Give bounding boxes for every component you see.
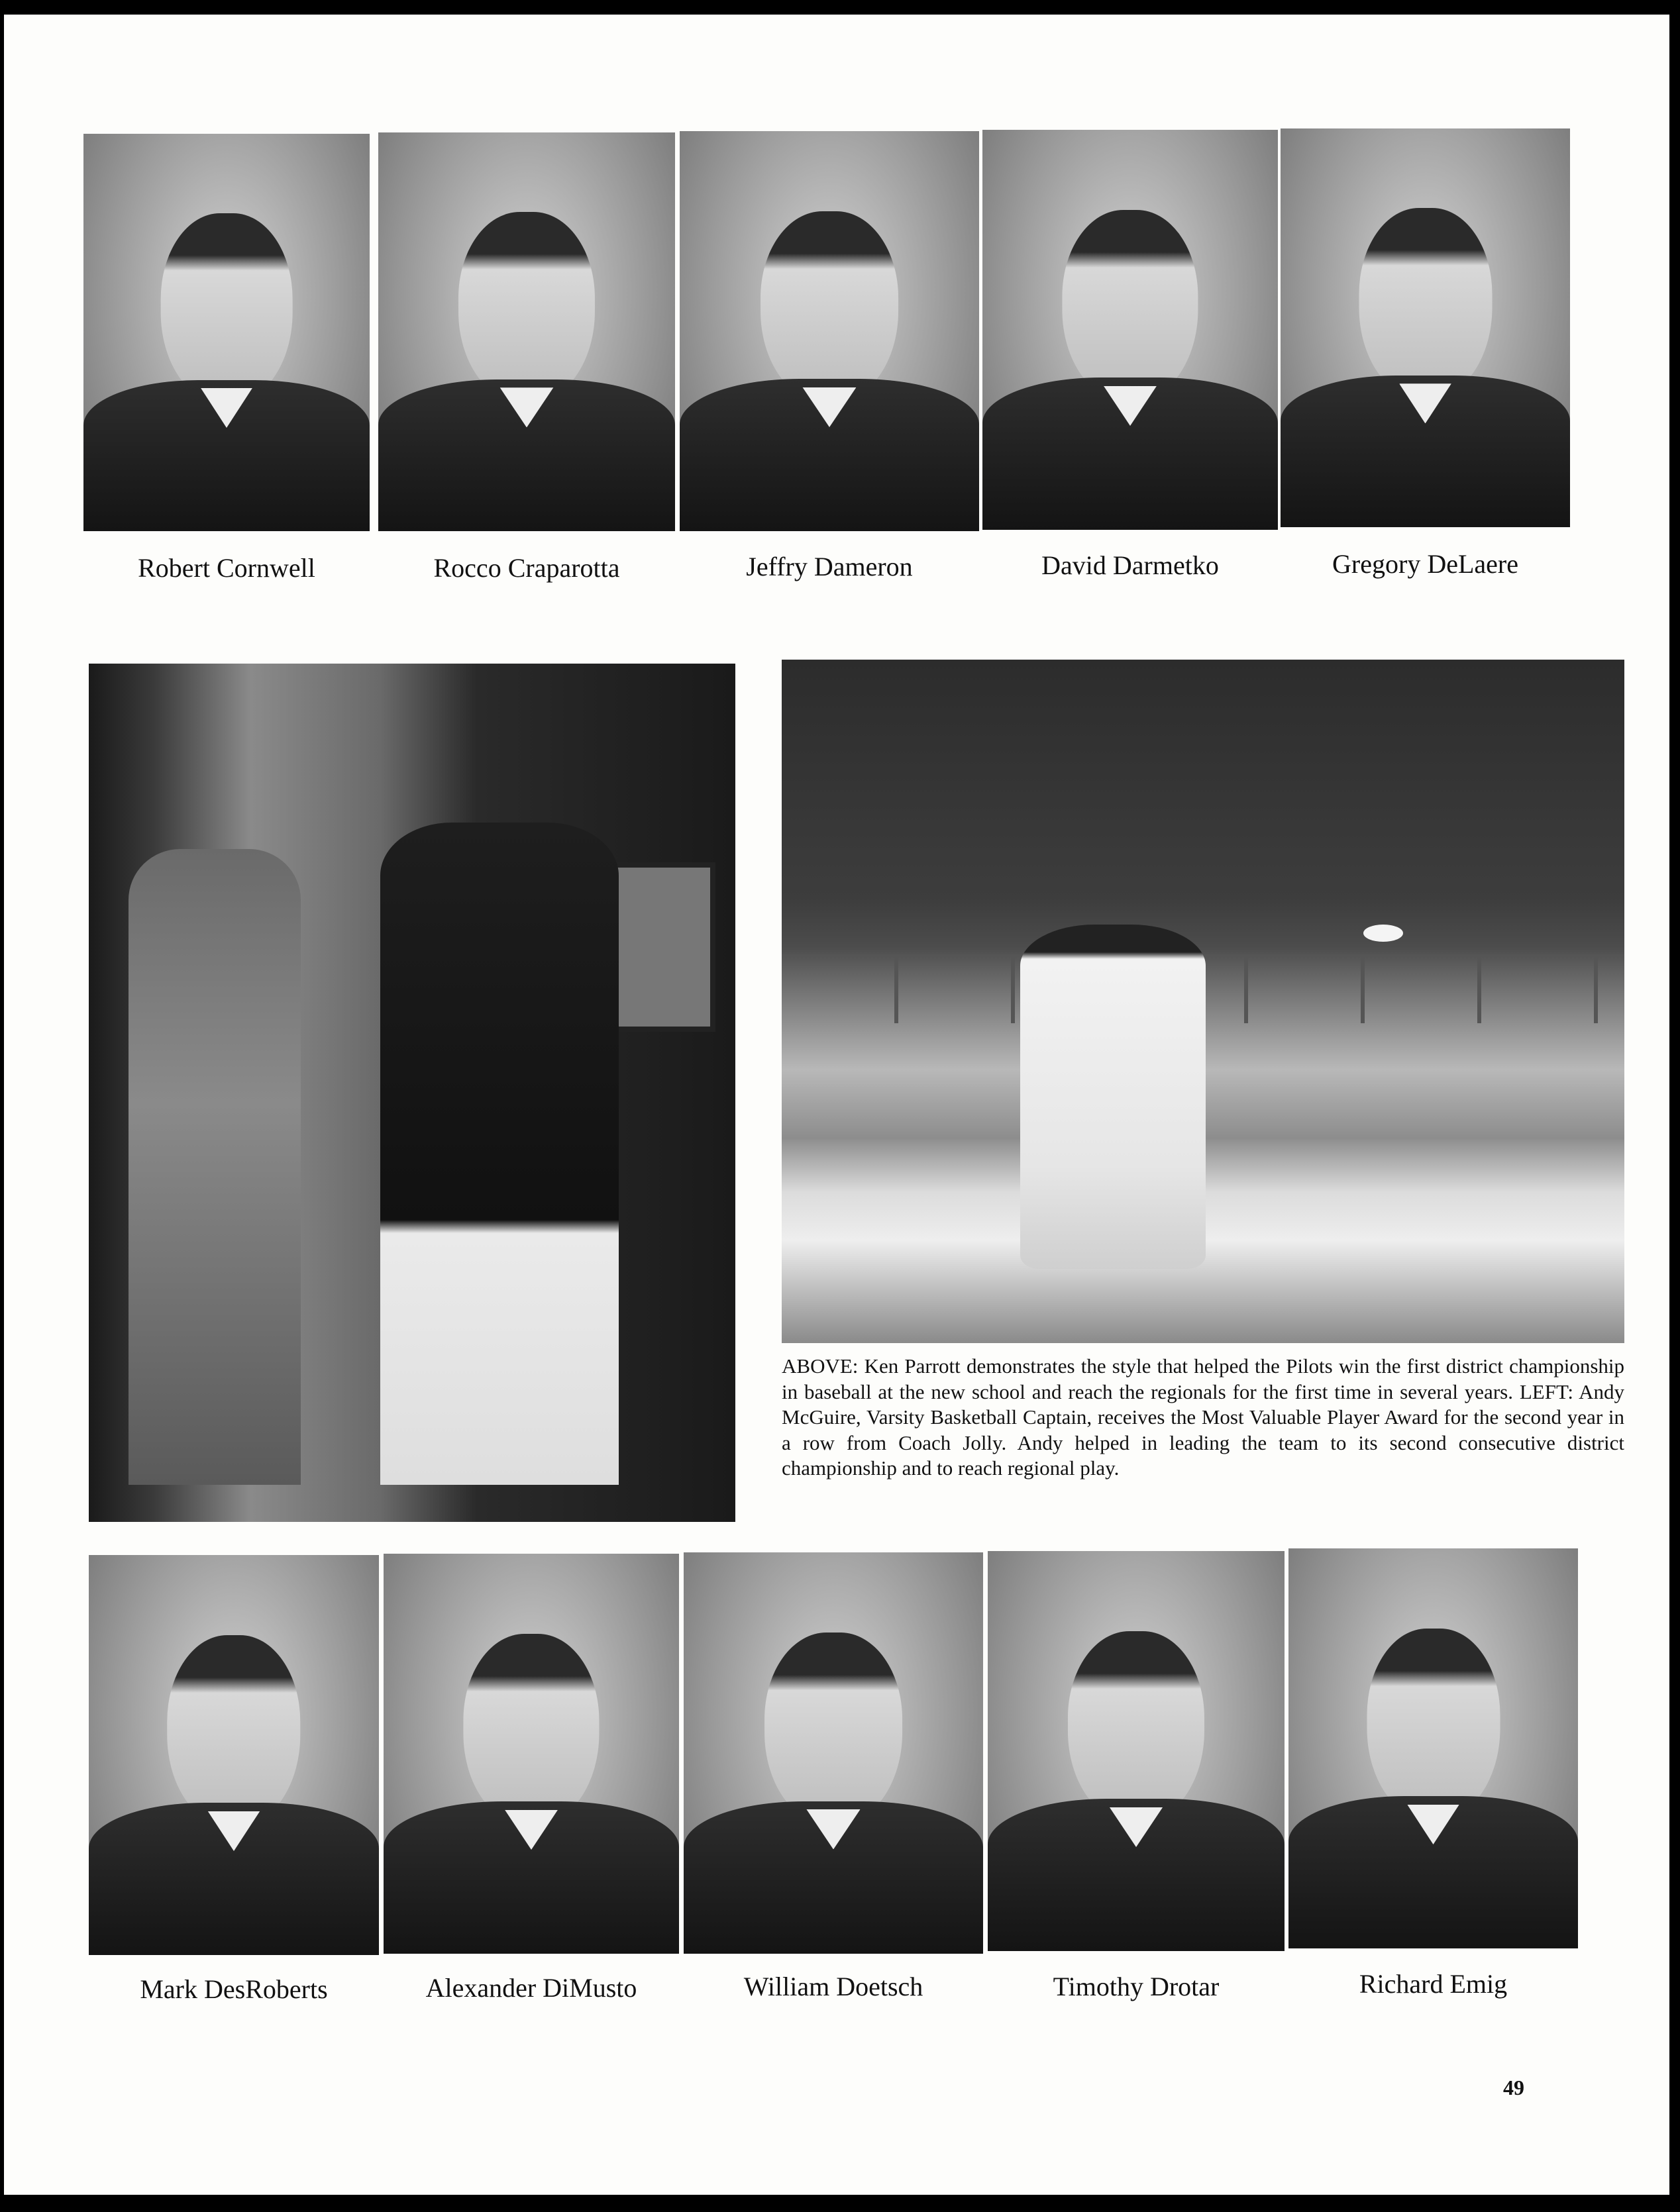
name-label: Alexander DiMusto bbox=[425, 1973, 637, 2003]
baseball-photo bbox=[782, 660, 1624, 1343]
name-label: David Darmetko bbox=[1041, 550, 1219, 580]
name-label: Mark DesRoberts bbox=[140, 1974, 328, 2004]
name-label: Richard Emig bbox=[1359, 1969, 1508, 1999]
portrait-mark-desroberts bbox=[89, 1555, 379, 1955]
award-photo bbox=[89, 664, 735, 1522]
name-label: Jeffry Dameron bbox=[746, 552, 913, 581]
name-label: Rocco Craparotta bbox=[433, 553, 620, 583]
page-number: 49 bbox=[1503, 2076, 1524, 2099]
portrait-jeffry-dameron bbox=[680, 131, 979, 531]
portrait-richard-emig bbox=[1288, 1548, 1578, 1948]
name-label: William Doetsch bbox=[743, 1972, 923, 2001]
photo-caption: ABOVE: Ken Parrott demonstrates the style that helped the Pilots win the first district championship in baseball at the new school and reach the regionals for the first time in several years. LEFT: Andy McGuire, Varsity Basketball Captain, receives the Most Valuable Player Award for the second year in a row from Coach Jolly. Andy helped in leading the team to its second consecutive district championship and to reach regional play. bbox=[782, 1354, 1624, 1480]
name-label: Gregory DeLaere bbox=[1332, 549, 1518, 579]
portrait-robert-cornwell bbox=[83, 134, 370, 531]
name-label: Robert Cornwell bbox=[138, 553, 315, 583]
portrait-timothy-drotar bbox=[988, 1551, 1285, 1951]
portrait-alexander-dimusto bbox=[384, 1554, 679, 1954]
yearbook-page bbox=[4, 15, 1669, 2195]
portrait-william-doetsch bbox=[684, 1552, 983, 1954]
portrait-david-darmetko bbox=[982, 130, 1278, 530]
portrait-rocco-craparotta bbox=[378, 132, 675, 531]
name-label: Timothy Drotar bbox=[1053, 1972, 1220, 2001]
portrait-gregory-delaere bbox=[1281, 128, 1570, 527]
